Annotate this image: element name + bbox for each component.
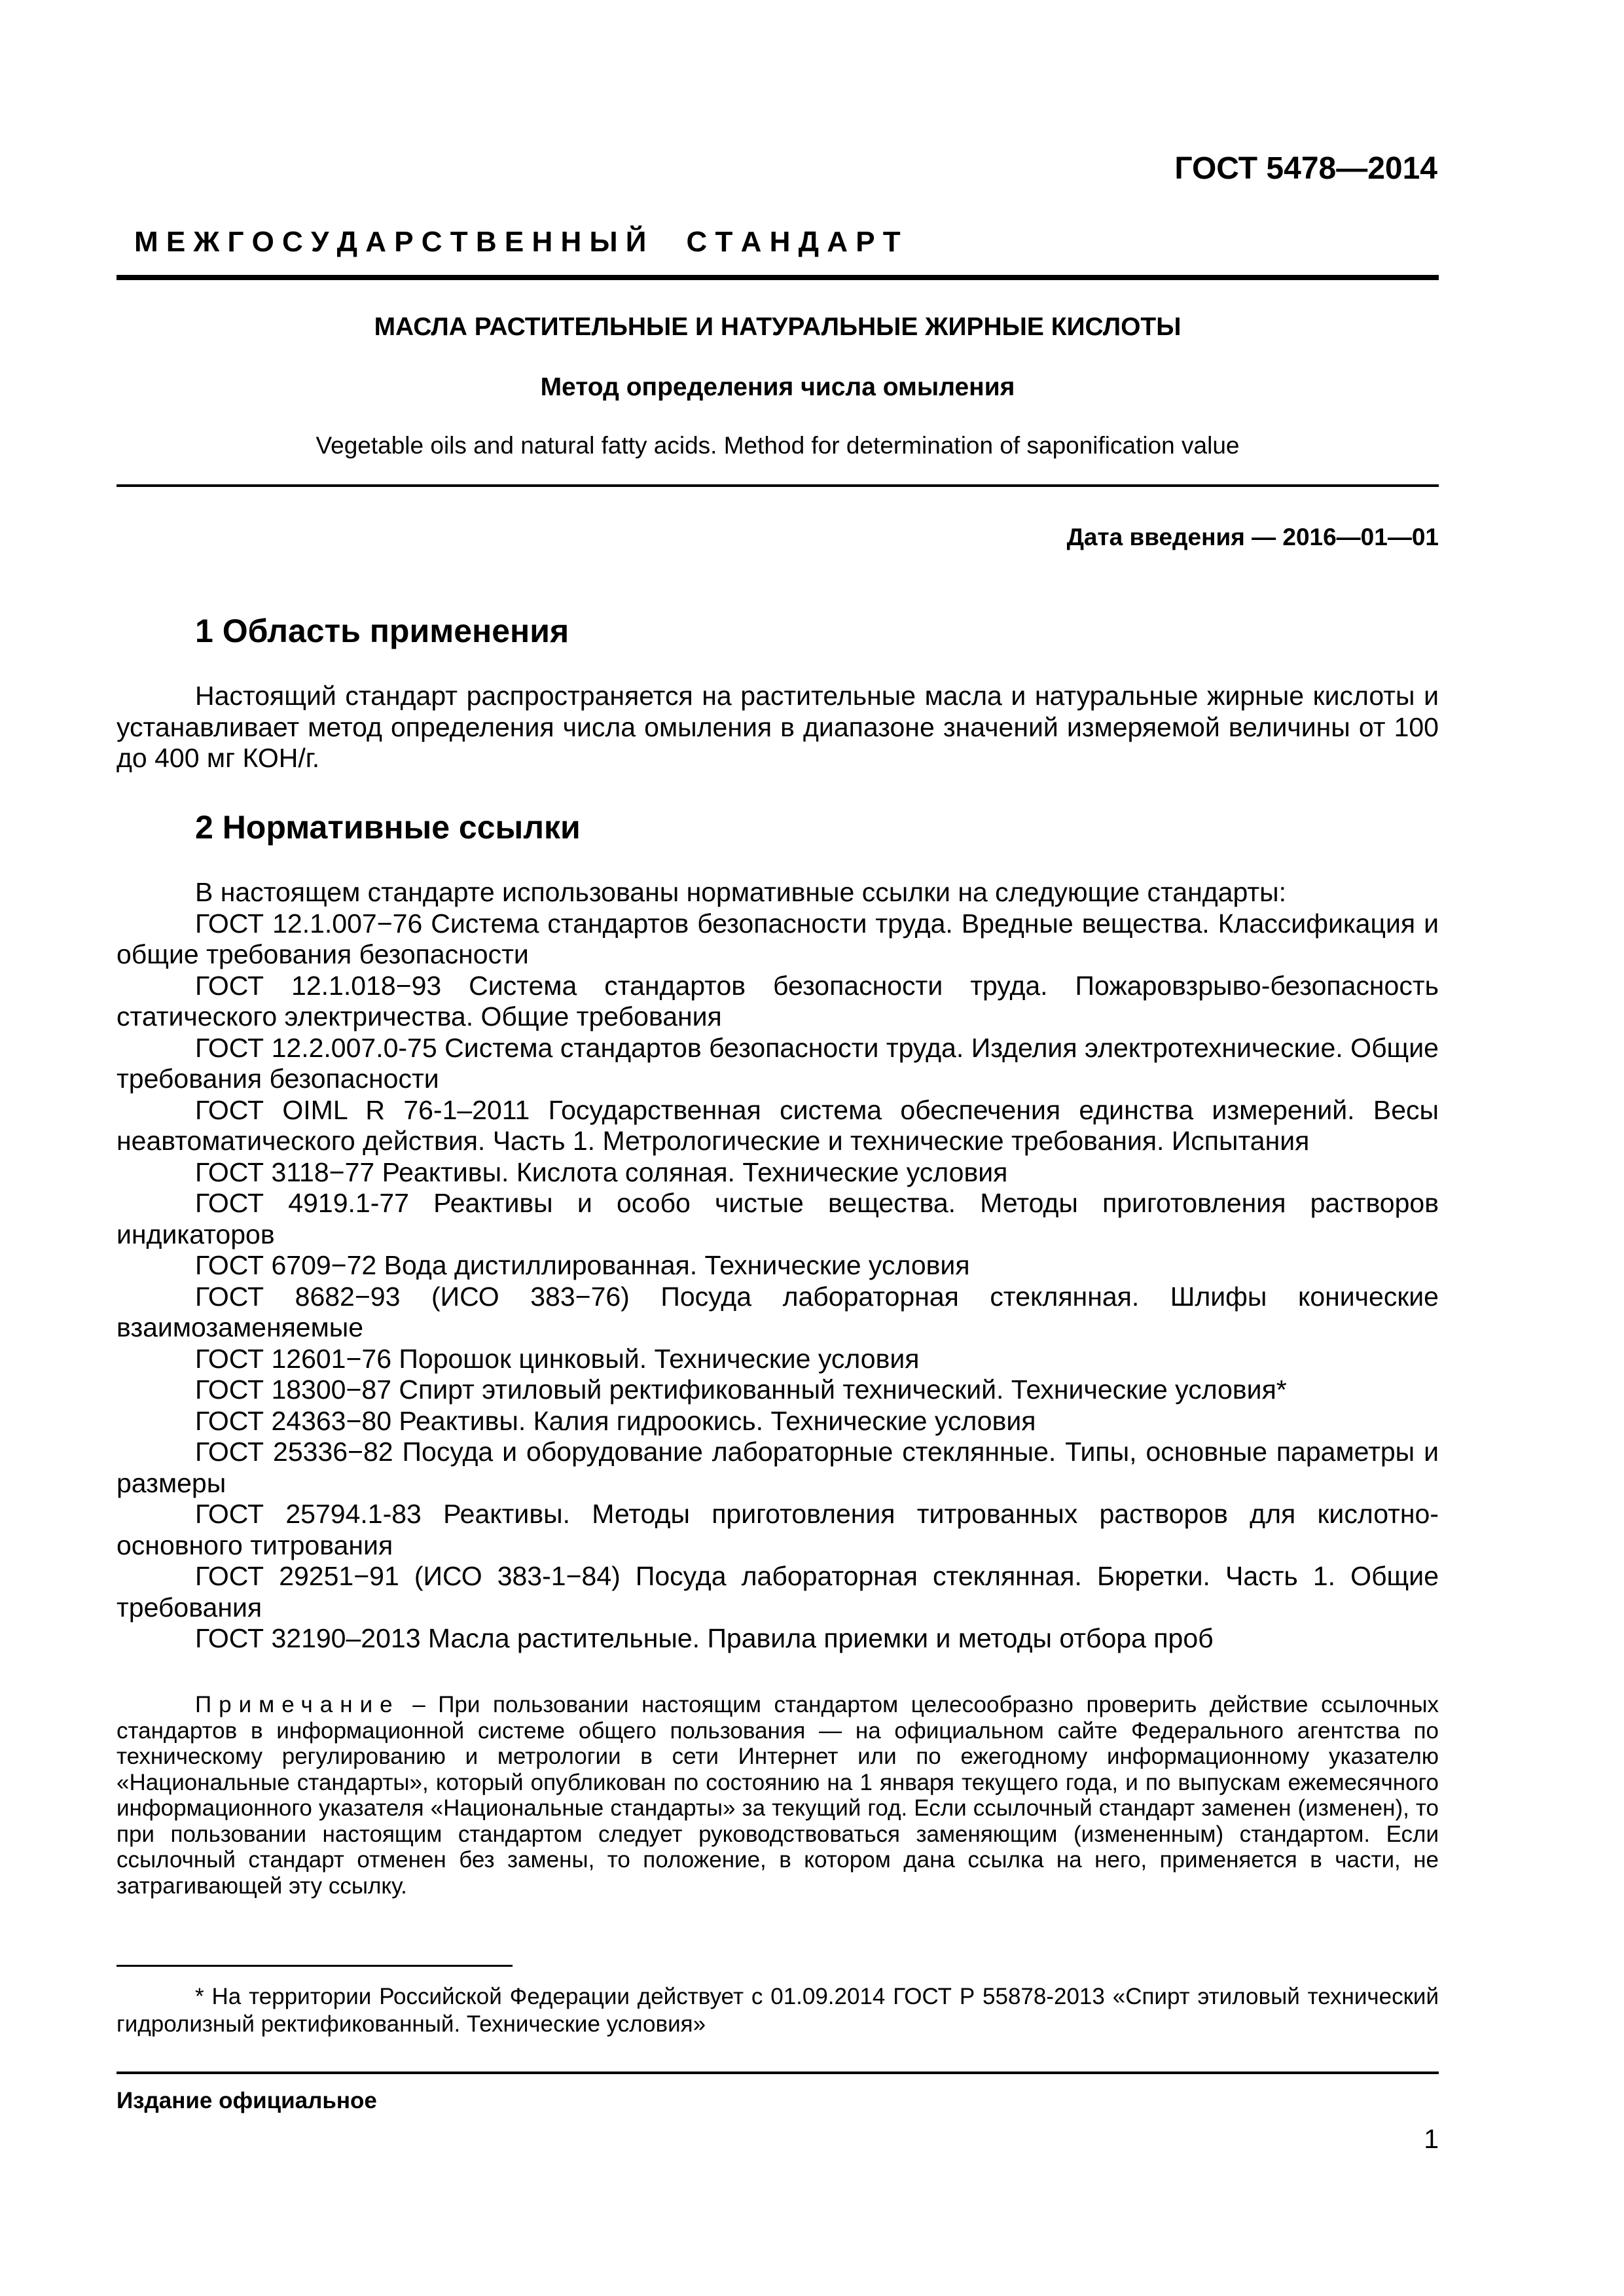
section-1-paragraph: Настоящий стандарт распространяется на растительные масла и натуральные жирные кислоты и устанавливает метод определения числа омыления в диапазоне значений измеряемой величины от 100 до 400 мг КОН/г. <box>117 681 1439 773</box>
reference-item: ГОСТ 12.2.007.0-75 Система стандартов безопасности труда. Изделия электротехнические. Общие требования безопасности <box>117 1032 1439 1094</box>
reference-item: ГОСТ 6709−72 Вода дистиллированная. Технические условия <box>195 1250 970 1280</box>
section-2-intro: В настоящем стандарте использованы нормативные ссылки на следующие стандарты: <box>195 877 1287 907</box>
document-subtitle: Метод определения числа омыления <box>540 373 1015 401</box>
reference-item: ГОСТ 24363−80 Реактивы. Калия гидроокись. Технические условия <box>195 1405 1036 1436</box>
reference-item: ГОСТ 8682−93 (ИСО 383−76) Посуда лабораторная стеклянная. Шлифы конические взаимозаменяемые <box>117 1281 1439 1342</box>
title-divider <box>117 484 1439 487</box>
document-title-english: Vegetable oils and natural fatty acids. Method for determination of saponification value <box>316 432 1240 459</box>
header-divider <box>117 275 1439 280</box>
note-text: – При пользовании настоящим стандартом целесообразно проверить действие ссылочных стандартов в информационной системе общего пользования — на официальном сайте Федерального агентства по техническому регулированию и метрологии в сети Интернет или по ежегодному информационному указателю «Национальные стандарты», который опубликован по состоянию на 1 января текущего года, и по выпускам ежемесячного информационного указателя «Национальные стандарты» за текущий год. Если ссылочный стандарт заменен (изменен), то при пользовании настоящим стандартом следует руководствоваться заменяющим (измененным) стандартом. Если ссылочный стандарт отменен без замены, то положение, в котором дана ссылка на него, применяется в части, не затрагивающей эту ссылку. <box>117 1692 1439 1899</box>
reference-item: ГОСТ 12.1.007−76 Система стандартов безопасности труда. Вредные вещества. Классификация и общие требования безопасности <box>117 908 1439 969</box>
footnote-divider <box>117 1965 513 1967</box>
reference-item: ГОСТ 3118−77 Реактивы. Кислота соляная. Технические условия <box>195 1157 1008 1187</box>
reference-item: ГОСТ 29251−91 (ИСО 383-1−84) Посуда лабораторная стеклянная. Бюретки. Часть 1. Общие требования <box>117 1561 1439 1623</box>
page-number: 1 <box>1424 2124 1439 2154</box>
reference-item: ГОСТ 25794.1-83 Реактивы. Методы приготовления титрованных растворов для кислотно-основного титрования <box>117 1499 1439 1560</box>
introduction-date: Дата введения — 2016—01—01 <box>1066 524 1439 550</box>
section-1-heading: 1 Область применения <box>195 613 569 649</box>
section-2-body <box>117 877 1439 1655</box>
standards-note <box>117 1692 1439 1899</box>
official-edition-label: Издание официальное <box>117 2088 377 2113</box>
reference-item: ГОСТ 4919.1-77 Реактивы и особо чистые вещества. Методы приготовления растворов индикаторов <box>117 1188 1439 1249</box>
reference-item: ГОСТ OIML R 76-1–2011 Государственная система обеспечения единства измерений. Весы неавтоматического действия. Часть 1. Метрологические и технические требования. Испытания <box>117 1094 1439 1156</box>
document-number: ГОСТ 5478—2014 <box>1174 151 1437 186</box>
footnote: * На территории Российской Федерации действует с 01.09.2014 ГОСТ Р 55878-2013 «Спирт этиловый технический гидролизный ректификованный. Технические условия» <box>117 1984 1439 2037</box>
document-title: МАСЛА РАСТИТЕЛЬНЫЕ И НАТУРАЛЬНЫЕ ЖИРНЫЕ КИСЛОТЫ <box>374 313 1182 341</box>
section-2-heading: 2 Нормативные ссылки <box>195 809 581 846</box>
reference-item: ГОСТ 25336−82 Посуда и оборудование лабораторные стеклянные. Типы, основные параметры и размеры <box>117 1437 1439 1498</box>
reference-item: ГОСТ 12601−76 Порошок цинковый. Технические условия <box>195 1343 920 1374</box>
section-1-body <box>117 681 1439 774</box>
footer-divider <box>117 2072 1439 2074</box>
reference-item: ГОСТ 12.1.018−93 Система стандартов безопасности труда. Пожаровзрыво-безопасность статического электричества. Общие требования <box>117 970 1439 1031</box>
interstate-standard-banner: М Е Ж Г О С У Д А Р С Т В Е Н Н Ы Й С Т А Н Д А Р Т <box>134 226 901 258</box>
note-label: Примечание <box>195 1692 400 1717</box>
reference-item: ГОСТ 18300−87 Спирт этиловый ректификованный технический. Технические условия* <box>195 1374 1287 1405</box>
reference-item: ГОСТ 32190–2013 Масла растительные. Правила приемки и методы отбора проб <box>195 1623 1214 1653</box>
